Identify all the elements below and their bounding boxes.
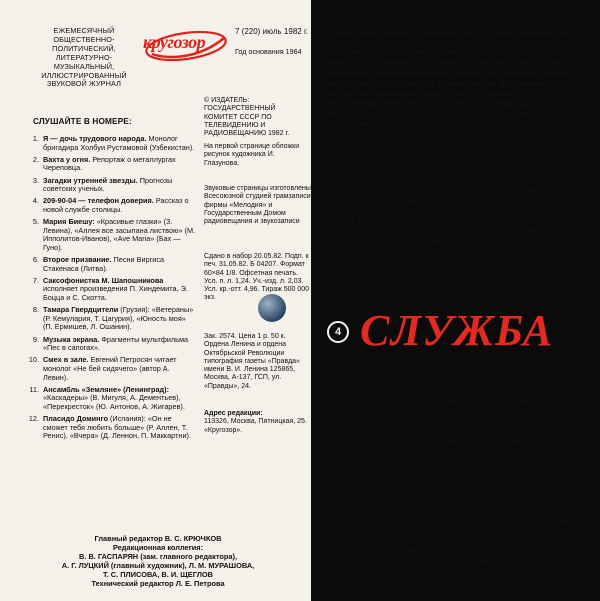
item-number: 7. bbox=[32, 275, 39, 285]
masthead-description: ЕЖЕМЕСЯЧНЫЙ ОБЩЕСТВЕННО-ПОЛИТИЧЕСКИЙ, ЛИТЕРАТУРНО-МУЗЫКАЛЬНЫЙ, ИЛЛЮСТРИРОВАННЫЙ ЗВУКОВОЙ ЖУРНАЛ bbox=[41, 26, 127, 89]
item-title: Пласидо Доминго bbox=[43, 414, 108, 424]
item-title: Смех в зале. bbox=[43, 355, 89, 365]
sound-pages-note: Звуковые страницы изготовлены Всесоюзной студией грамзаписи фирмы «Мелодия» и Государственным Домом радиовещания и звукозаписи bbox=[204, 185, 311, 226]
list-item bbox=[28, 277, 196, 303]
item-number: 3. bbox=[32, 175, 39, 185]
item-text: Репортаж о металлургах Череповца. bbox=[43, 154, 176, 173]
issue-number: 7 (220) июль 1982 г. bbox=[235, 27, 309, 36]
item-number: 6. bbox=[32, 255, 39, 265]
list-item bbox=[28, 197, 196, 214]
item-title: Ансамбль «Земляне» (Ленинград): bbox=[43, 384, 170, 394]
chief-editor: Главный редактор В. С. КРЮЧКОВ bbox=[94, 534, 222, 543]
item-text: «Каскадеры» (В. Мигуля, А. Дементьев), «Перекресток» (Ю. Антонов, А. Жигарев). bbox=[43, 393, 185, 411]
question-1: — Айна Григорьевна, на чем основывалась ваша уверенность в необходимости создания широкой квалифицированной помощи человеку в экстремальных ситуациях? bbox=[318, 155, 590, 185]
print-info: Сдано в набор 20.05.82. Подп. к печ. 31.05.82. Б 04207. Формат 60×84 1/8. Офсетная печать. Усл. п. л. 1,24. Уч.-изд. л. 2,03. Усл. кр.-отт. 4,96. Тираж 500 000 экз. bbox=[204, 253, 310, 302]
list-item bbox=[28, 177, 196, 194]
board-line-2: А. Г. ЛУЦКИЙ (главный художник), Л. М. МУРАШОВА, bbox=[61, 560, 255, 570]
list-item bbox=[28, 415, 196, 441]
item-title: Второе призвание. bbox=[43, 255, 112, 265]
list-item bbox=[28, 135, 196, 152]
contents-list bbox=[28, 135, 196, 445]
item-title: Музыка экрана. bbox=[43, 334, 100, 344]
item-title: Мария Биешу: bbox=[43, 217, 95, 227]
item-text: Песни Виргиса Стакенаса (Литва). bbox=[43, 255, 165, 273]
item-text: Рассказ о новой службе столицы. bbox=[43, 196, 189, 214]
question-2: — Итак, вы начали с эксперимента, создав в Тимирязевском районе Москвы при обычной поликлинике первый в стране кабинет социально-психологической помощи. Как же развивалась дальше эта «служба доброты»? bbox=[318, 475, 590, 515]
item-text: Фрагменты мультфильма «Пес в сапогах». bbox=[43, 334, 189, 353]
article-intro: Очень важно научить человека вести себя в конфликтной ситуации, помочь ему увидеть выход из кажущегося безвыходным положения. Именно такие задачи ставит перед собой впервые созданная в нашей стране служба социально-психологической помощи. На вопросы нашего корреспондента отвечает руководитель Всесоюзного научно-методического центра по изучению и предупреждению экстремальных состояний, доктор медицинских наук, профессор Айна Григорьевна Амбрумова (фото внизу). bbox=[327, 27, 587, 129]
item-title: Тамара Гвердцители bbox=[43, 305, 119, 315]
board-label: Редакционная коллегия: bbox=[112, 542, 204, 552]
board-line-3: Т. С. ПЛИСОВА, В. И. ЩЕГЛОВ bbox=[103, 569, 213, 579]
editorial-address bbox=[204, 410, 311, 435]
item-number: 8. bbox=[32, 305, 39, 315]
board-line-1: В. В. ГАСПАРЯН (зам. главного редактора), bbox=[79, 551, 237, 561]
item-title: Я — дочь трудового народа. bbox=[43, 134, 147, 143]
logo-text: кругозор bbox=[143, 32, 206, 52]
answer-2: — Сейчас в столице действует уже 13 кабинетов социально-психологической помощи. Два года работы дали результаты самые обнадеживающие. Первые посетители обращались к нам анонимно. И часто, видя искреннее желание помочь ему, человек приходит вновь и уже сам называет себя, рассказывает о своем предприятии или семье. При необходимости психологи направляются на предприятие, на дом, расширяя таким образом сферу своего влияния. В bbox=[318, 515, 590, 595]
disc-badge-icon bbox=[258, 294, 286, 322]
item-title: Загадки утренней звезды. bbox=[43, 175, 138, 185]
item-text: Прогнозы советских ученых. bbox=[43, 175, 173, 194]
list-item bbox=[28, 356, 196, 382]
article-body-top bbox=[318, 155, 590, 245]
item-number: 2. bbox=[32, 154, 39, 164]
article-title: СЛУЖБА bbox=[360, 306, 554, 355]
address-label: Адрес редакции: bbox=[204, 410, 263, 417]
item-text: (Грузия): «Ветераны» (Р. Кемулария, Т. Цагурия), «Юность моя» (П. Ермишев, Л. Ошанин). bbox=[43, 305, 194, 332]
publisher-info: © ИЗДАТЕЛЬ: ГОСУДАРСТВЕННЫЙ КОМИТЕТ СССР ПО ТЕЛЕВИДЕНИЮ И РАДИОВЕЩАНИЮ 1982 г. bbox=[204, 97, 290, 138]
paragraph-2: Кроме того, не каждый человек, попав в сложную жизненную ситуацию, умеет найти правильный выход из нее. И он может совершить какой-нибудь необдуманный, ненужный, а иногда и необратимый поступок. И далеко не всю жизни великим умением — умением общаться. А замечательный французский писатель, летчик и, я бы добавила, психолог Антуан де Сент-Экзюпери говорил, что счастье человеческого общения — это самое высокое счастье в жизни. bbox=[318, 395, 590, 475]
list-item bbox=[28, 256, 196, 273]
article-body-bottom bbox=[318, 375, 590, 595]
list-item bbox=[28, 306, 196, 332]
item-title: 209-90-04 — телефон доверия. bbox=[43, 196, 154, 206]
answer-1: — Прежде всего на том, что эту необходимость выдвинул сам наш век — век стремительных ритмов и огромного потока информации. Способность личности реагировать на внешние нагрузки и внешние ситуации различна. Многим людям нравится стремительный темп жизни. Но есть люди, у которых уровень адаптации значительно снижен, которые не могут выдержать порой возникающего bbox=[318, 185, 590, 245]
item-text: «Красивые глазки» (З. Левина), «Аллея все засыпана листвою» (М. Ипполитов-Иванов), «Ave Maria» (Бах — Гуно). bbox=[43, 217, 196, 252]
item-text: исполняет произведения П. Хиндемита, Э. Боцца и С. Скотта. bbox=[43, 284, 188, 303]
item-text: Евгений Петросян читает монолог «Не бей сидячего» (автор А. Левин). bbox=[43, 355, 177, 382]
tech-editor: Технический редактор Л. Е. Петрова bbox=[91, 578, 225, 588]
list-item bbox=[28, 218, 196, 252]
item-number: 5. bbox=[32, 217, 39, 227]
krugozor-logo bbox=[140, 24, 232, 62]
page-number-badge: 4 bbox=[327, 321, 349, 343]
order-info: Зак. 2574. Цена 1 р. 50 к. Ордена Ленина и ордена Октябрьской Революции типография газеты «Правда» имени В. И. Ленина 125865, Москва, А-137, ГСП, ул. «Правды», 24. bbox=[204, 333, 300, 390]
item-number: 1. bbox=[32, 134, 39, 143]
item-title: Саксофонистка М. Шапошникова bbox=[43, 275, 164, 285]
item-text: Монолог бригадира Холбуи Рустамовой (Узбекистан). bbox=[43, 134, 195, 152]
item-number: 12. bbox=[28, 414, 39, 424]
item-number: 4. bbox=[32, 196, 39, 206]
item-number: 11. bbox=[29, 384, 39, 394]
editorial-credits bbox=[20, 535, 296, 588]
contents-title: СЛУШАЙТЕ В НОМЕРЕ: bbox=[33, 116, 132, 126]
list-item bbox=[28, 386, 196, 412]
item-number: 10. bbox=[28, 355, 39, 365]
list-item bbox=[28, 336, 196, 353]
item-number: 9. bbox=[32, 334, 39, 344]
cover-note: На первой странице обложки рисунок художника И. Глазунова. bbox=[204, 143, 300, 167]
address-text: 113326, Москва, Пятницкая, 25. «Кругозор». bbox=[204, 418, 307, 434]
answer-1-continued: большого наплыва нагрузок. В таких случаях человеку необходима психологическая помощь. bbox=[318, 375, 590, 395]
item-title: Вахта у огня. bbox=[43, 154, 91, 164]
founded-year: Год основания 1964 bbox=[235, 47, 302, 56]
list-item bbox=[28, 156, 196, 173]
item-text: (Испания): «Он не сможет тебя любить больше» (Р. Аллен, Т. Ренис), «Вчера» (Д. Леннон, П. Маккартни). bbox=[43, 414, 191, 441]
